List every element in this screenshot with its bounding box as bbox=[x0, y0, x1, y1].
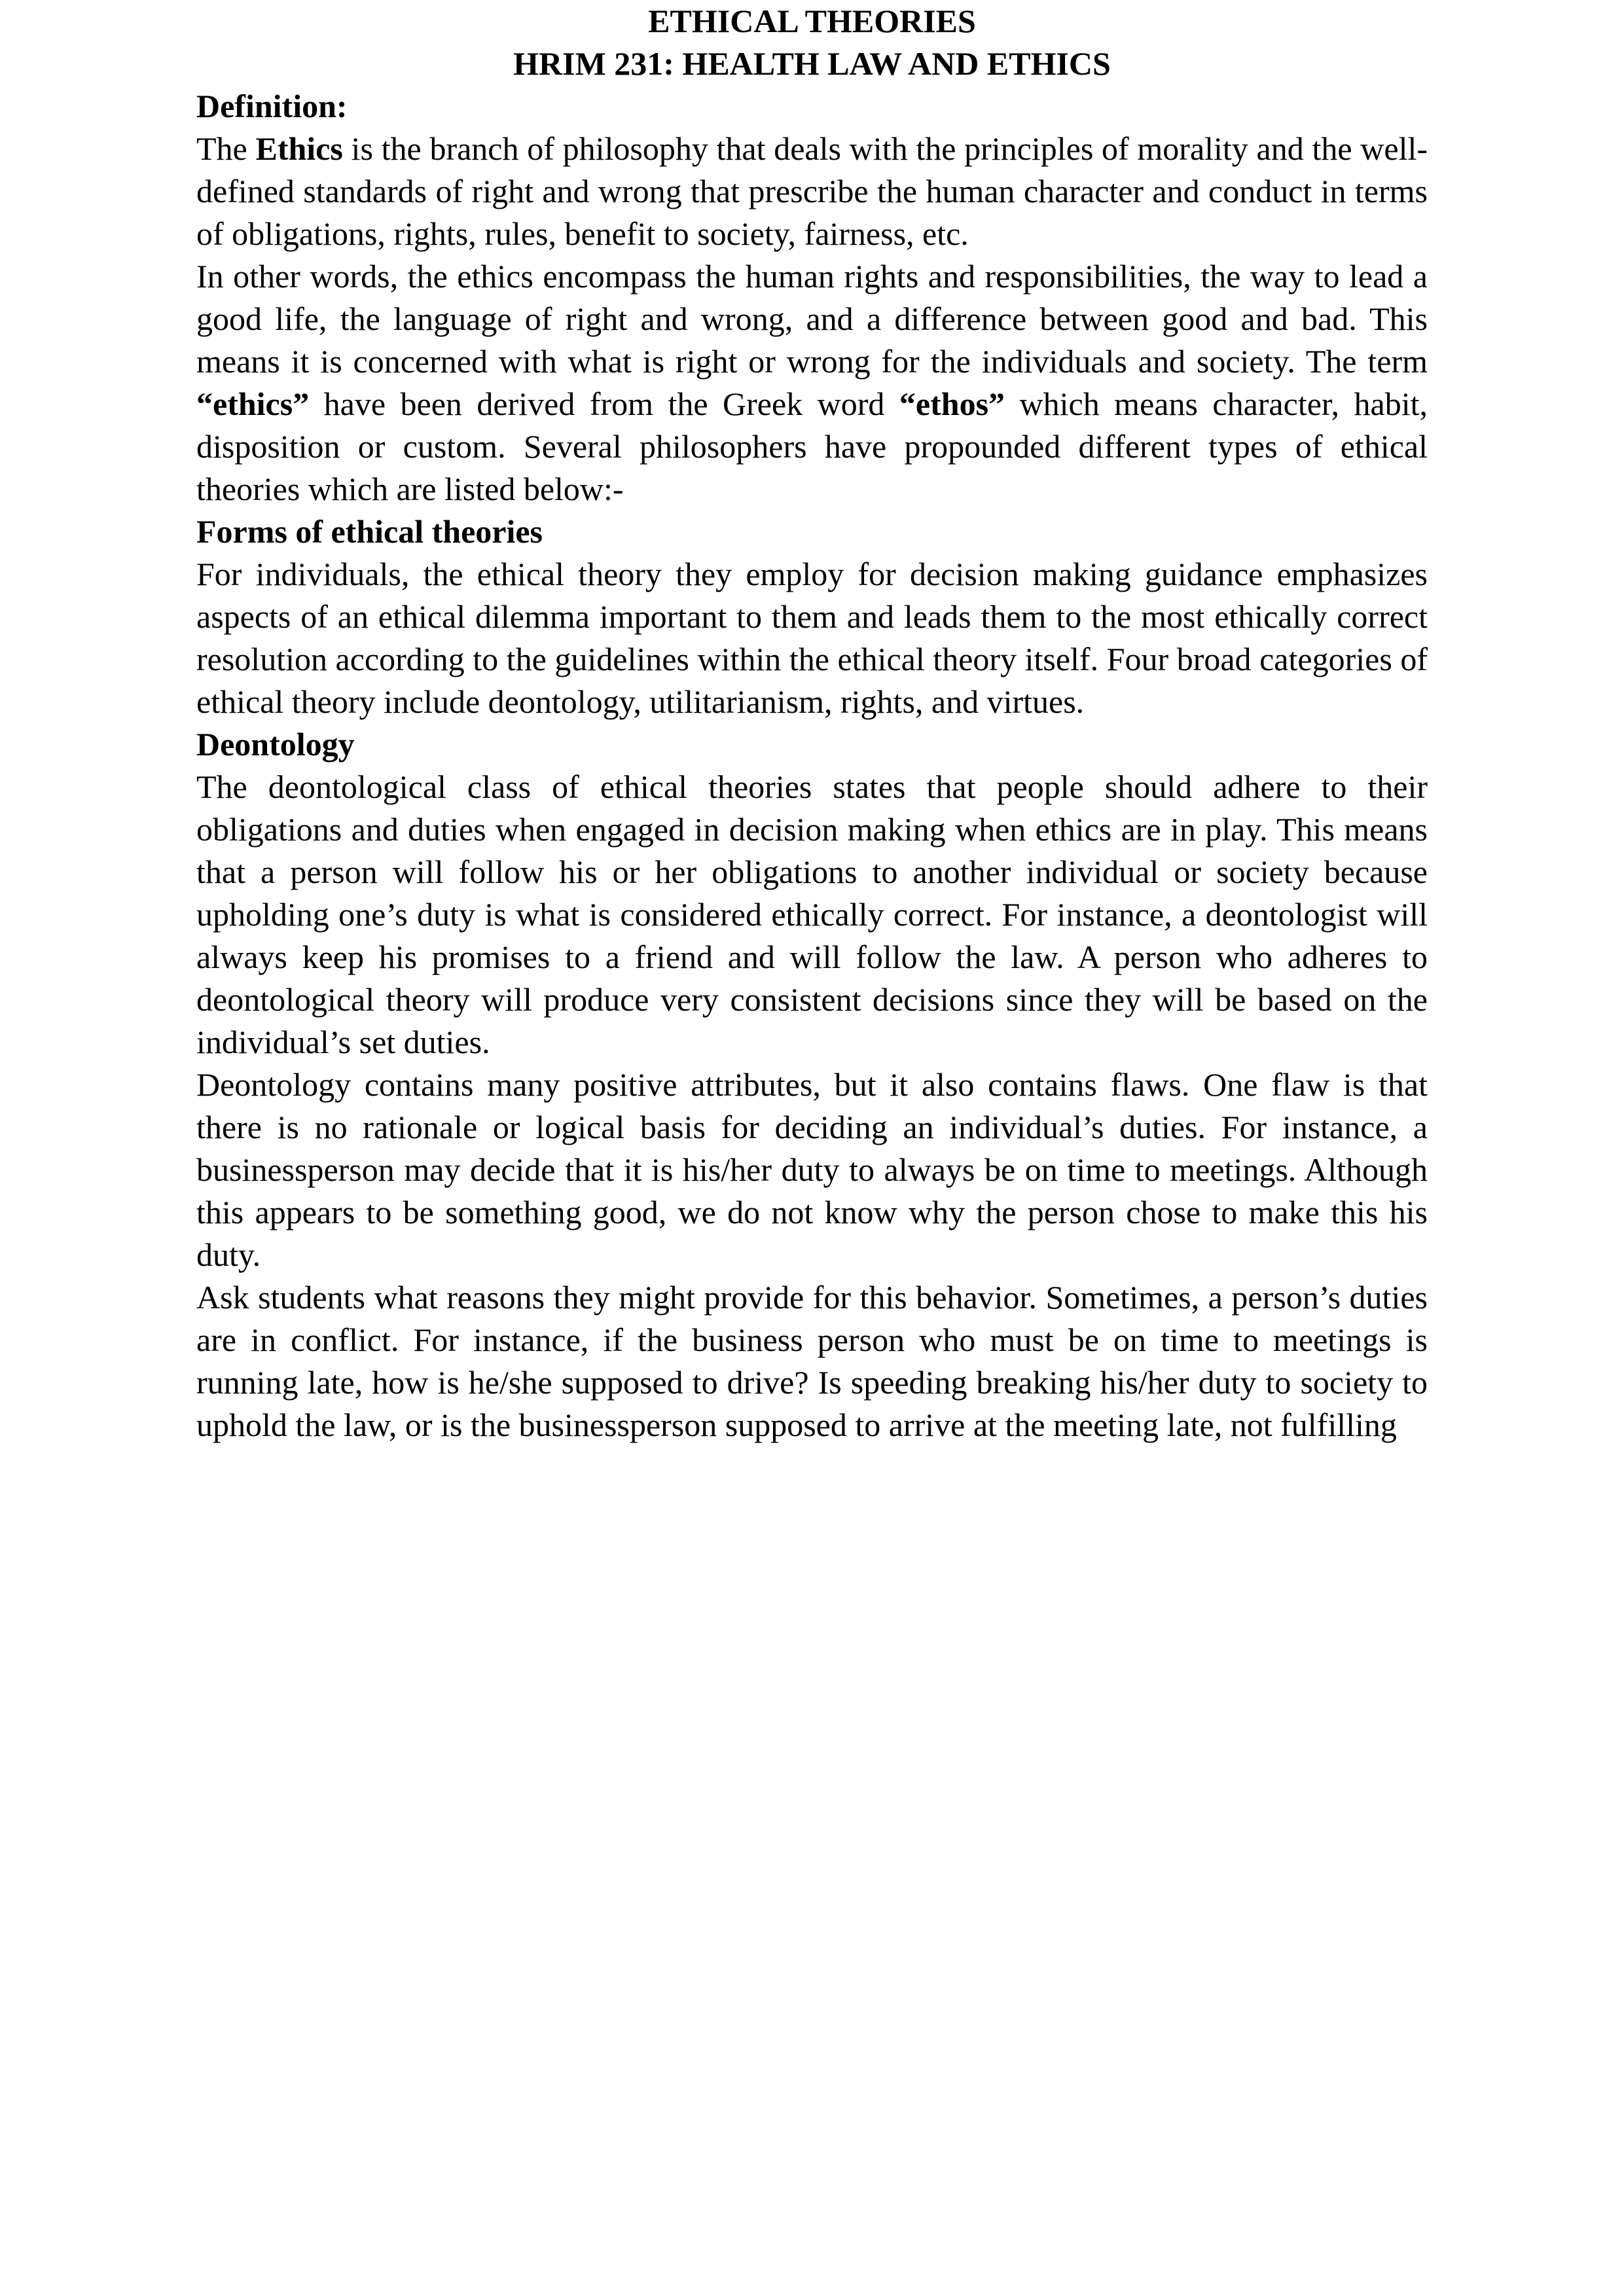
bold-term-quoted-ethos: “ethos” bbox=[899, 386, 1005, 422]
text-segment: The bbox=[196, 130, 256, 167]
document-title: ETHICAL THEORIES bbox=[648, 3, 976, 39]
deontology-paragraph-2: Deontology contains many positive attributes, but it also contains flaws. One flaw is that there is no rationale or logical basis for deciding an individual’s duties. For instance, a businessperson may decide that it is his/her duty to always be on time to meetings. Although this appears to be something good, we do not know why the person chose to make this his duty. bbox=[196, 1066, 1428, 1273]
definition-paragraph-1 bbox=[196, 128, 1428, 255]
deontology-paragraph-1: The deontological class of ethical theories states that people should adhere to their obligations and duties when engaged in decision making when ethics are in play. This means that a person will follow his or her obligations to another individual or society because upholding one’s duty is what is considered ethically correct. For instance, a deontologist will always keep his promises to a friend and will follow the law. A person who adheres to deontological theory will produce very consistent decisions since they will be based on the individual’s set duties. bbox=[196, 768, 1428, 1060]
course-subtitle: HRIM 231: HEALTH LAW AND ETHICS bbox=[513, 45, 1111, 82]
deontology-paragraph-3: Ask students what reasons they might provide for this behavior. Sometimes, a person’s duties are in conflict. For instance, if the business person who must be on time to meetings is running late, how is he/she supposed to drive? Is speeding breaking his/her duty to society to uphold the law, or is the businessperson supposed to arrive at the meeting late, not fulfilling bbox=[196, 1279, 1428, 1443]
text-segment: which means character, habit, disposition or custom. Several philosophers have propounded different types of ethical theories which are listed below:- bbox=[196, 386, 1428, 507]
definition-paragraph-2 bbox=[196, 255, 1428, 511]
forms-paragraph: For individuals, the ethical theory they employ for decision making guidance emphasizes aspects of an ethical dilemma important to them and leads them to the most ethically correct resolution according to the guidelines within the ethical theory itself. Four broad categories of ethical theory include deontology, utilitarianism, rights, and virtues. bbox=[196, 556, 1428, 720]
text-segment: In other words, the ethics encompass the human rights and responsibilities, the way to lead a good life, the language of right and wrong, and a difference between good and bad. This means it is concerned with what is right or wrong for the individuals and society. The term bbox=[196, 258, 1428, 380]
definition-heading: Definition: bbox=[196, 88, 348, 124]
forms-of-ethical-theories-heading: Forms of ethical theories bbox=[196, 513, 543, 550]
text-segment: is the branch of philosophy that deals with the principles of morality and the well-defined standards of right and wrong that prescribe the human character and conduct in terms of obligations, rights, rules, benefit to society, fairness, etc. bbox=[196, 130, 1428, 252]
text-segment: have been derived from the Greek word bbox=[309, 386, 899, 422]
deontology-heading: Deontology bbox=[196, 726, 355, 762]
bold-term-quoted-ethics: “ethics” bbox=[196, 386, 310, 422]
bold-term-ethics: Ethics bbox=[255, 130, 343, 167]
